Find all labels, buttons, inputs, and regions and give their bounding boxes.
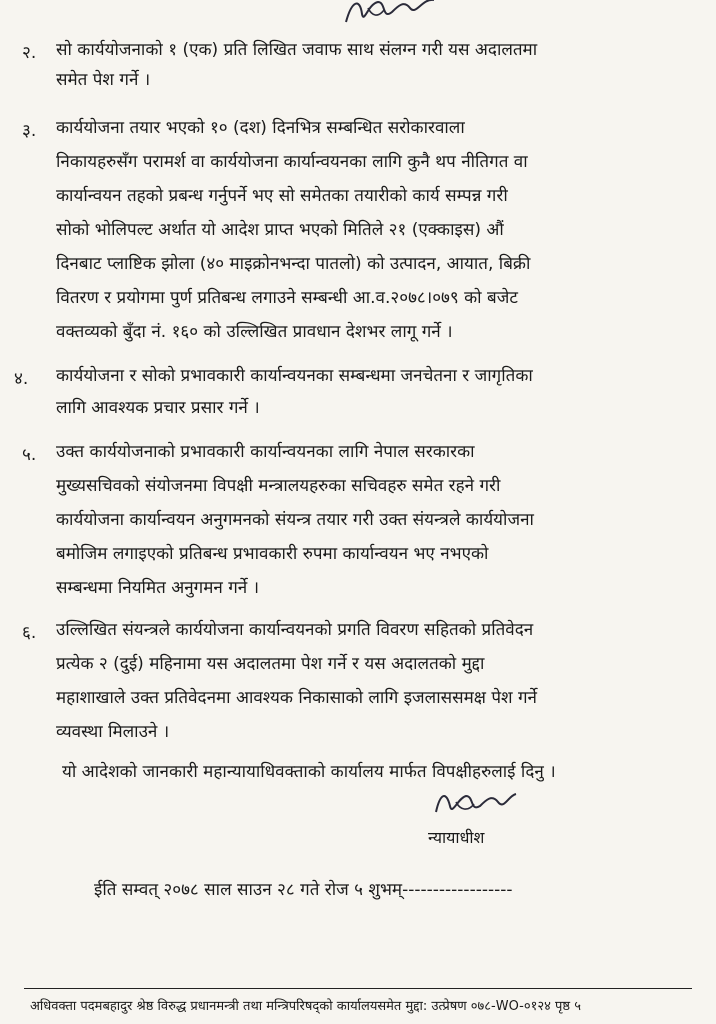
item-text-line: कार्ययोजना कार्यान्वयन अनुगमनको संयन्त्र तयार गरी उक्त संयन्त्रले कार्ययोजना <box>56 510 534 530</box>
item-text-line: सोको भोलिपल्ट अर्थात यो आदेश प्राप्त भएको मितिले २१ (एक्काइस) औं <box>56 220 504 240</box>
item-text-line: कार्ययोजना र सोको प्रभावकारी कार्यान्वयनका सम्बन्धमा जनचेतना र जागृतिका <box>56 366 533 386</box>
signature-title: न्यायाधीश <box>428 828 485 847</box>
item-text-line: बमोजिम लगाइएको प्रतिबन्ध प्रभावकारी रुपमा कार्यान्वयन भए नभएको <box>56 544 489 564</box>
page-footer: अधिवक्ता पदमबहादुर श्रेष्ठ विरुद्ध प्रधानमन्त्री तथा मन्त्रिपरिषद्‌को कार्यालयसमेत मुद्दा: उत्प्रेषण ०७८-WO-०१२४ पृष्ठ ५ <box>30 999 581 1014</box>
closing-line: यो आदेशको जानकारी महान्यायाधिवक्ताको कार्यालय मार्फत विपक्षीहरुलाई दिनु । <box>62 762 556 782</box>
item-text-line: समेत पेश गर्ने । <box>56 70 151 90</box>
item-text-line: व्यवस्था मिलाउने । <box>56 722 170 742</box>
item-text-line: दिनबाट प्लाष्टिक झोला (४० माइक्रोनभन्दा पातलो) को उत्पादन, आयात, बिक्री <box>56 254 531 274</box>
item-number: ६. <box>22 623 37 643</box>
signature-mark-top <box>338 0 448 34</box>
item-text-line: वितरण र प्रयोगमा पुर्ण प्रतिबन्ध लगाउने सम्बन्धी आ.व.२०७८।०७९ को बजेट <box>56 288 518 308</box>
item-text-line: वक्तव्यको बुँदा नं. १६० को उल्लिखित प्रावधान देशभर लागू गर्ने । <box>56 322 453 342</box>
item-number: ४. <box>14 369 29 389</box>
item-number: ५. <box>22 445 37 465</box>
judge-signature <box>430 786 530 824</box>
item-text-line: उल्लिखित संयन्त्रले कार्ययोजना कार्यान्वयनको प्रगति विवरण सहितको प्रतिवेदन <box>56 620 534 640</box>
item-text-line: मुख्यसचिवको संयोजनमा विपक्षी मन्त्रालयहरुका सचिवहरु समेत रहने गरी <box>56 476 501 496</box>
date-line: ईति सम्वत् २०७८ साल साउन २८ गते रोज ५ शुभम्------------------ <box>94 880 513 900</box>
item-text-line: कार्ययोजना तयार भएको १० (दश) दिनभित्र सम्बन्धित सरोकारवाला <box>56 118 465 138</box>
item-text-line: उक्त कार्ययोजनाको प्रभावकारी कार्यान्वयनका लागि नेपाल सरकारका <box>56 442 475 462</box>
item-text-line: निकायहरुसँग परामर्श वा कार्ययोजना कार्यान्वयनका लागि कुनै थप नीतिगत वा <box>56 152 528 172</box>
item-text-line: कार्यान्वयन तहको प्रबन्ध गर्नुपर्ने भए सो समेतका तयारीको कार्य सम्पन्न गरी <box>56 186 508 206</box>
item-number: ३. <box>22 121 37 141</box>
footer-divider <box>24 988 692 989</box>
item-text-line: महाशाखाले उक्त प्रतिवेदनमा आवश्यक निकासाको लागि इजलाससमक्ष पेश गर्ने <box>56 688 537 708</box>
item-text-line: लागि आवश्यक प्रचार प्रसार गर्ने । <box>56 398 260 418</box>
item-number: २. <box>22 43 37 63</box>
item-text-line: सो कार्ययोजनाको १ (एक) प्रति लिखित जवाफ साथ संलग्न गरी यस अदालतमा <box>56 40 538 60</box>
item-text-line: सम्बन्धमा नियमित अनुगमन गर्ने । <box>56 578 260 598</box>
item-text-line: प्रत्येक २ (दुई) महिनामा यस अदालतमा पेश गर्ने र यस अदालतको मुद्दा <box>56 654 485 674</box>
